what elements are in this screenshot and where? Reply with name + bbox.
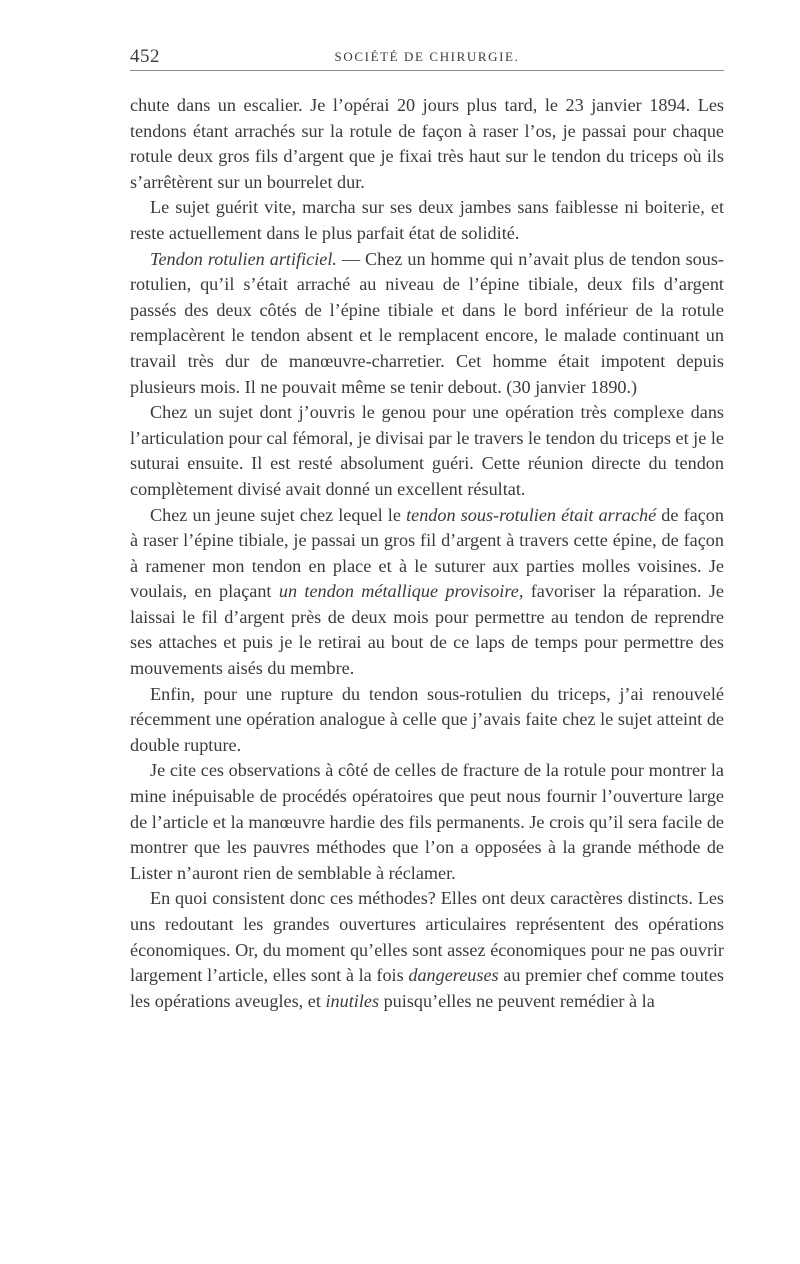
text-run: Chez un jeune sujet chez lequel le — [150, 504, 407, 525]
body-text — [130, 93, 724, 1014]
paragraph — [130, 195, 724, 246]
text-run: au premier chef comme toutes les opérations aveugles, et — [130, 965, 724, 1011]
text-run: puisqu’elles ne peuvent remédier à la — [379, 990, 655, 1011]
paragraph — [130, 93, 724, 195]
italic-text: tendon sous-rotulien était arraché — [406, 504, 657, 525]
paragraph — [130, 758, 724, 886]
text-run: favoriser la réparation. Je laissai le fil d’argent près de deux mois pour permettre au tendon de reprendre ses attaches et puis je le retirai au bout de ce laps de temps pour permettre des mouvements aisés du membre. — [130, 581, 724, 679]
italic-text: dangereuses — [408, 965, 499, 986]
book-page — [130, 40, 724, 1014]
paragraph — [130, 400, 724, 502]
text-run: chute dans un escalier. Je l’opérai 20 jours plus tard, le 23 janvier 1894. Les tendons étant arrachés sur la rotule de façon à raser l’os, je passai pour chaque rotule deux gros fils d’argent que je fixai très haut sur le tendon du triceps où ils s’arrêtèrent sur un bourrelet dur. — [130, 95, 724, 192]
paragraph — [130, 503, 724, 682]
text-run: Chez un sujet dont j’ouvris le genou pour une opération très complexe dans l’articulation pour cal fémoral, je divisai par le travers le tendon du triceps et je le suturai ensuite. Il est resté absolument guéri. Cette réunion directe du tendon complètement divisé avait donné un excellent résultat. — [130, 402, 724, 499]
text-run: Le sujet guérit vite, marcha sur ses deux jambes sans faiblesse ni boiterie, et reste actuellement dans le plus parfait état de solidité. — [130, 197, 724, 243]
italic-text: un tendon métallique provisoire, — [278, 581, 524, 602]
italic-text: Tendon rotulien artificiel. — [150, 248, 337, 269]
text-run: En quoi consistent donc ces méthodes? Elles ont deux caractères distincts. Les uns redoutant les grandes ouvertures articulaires représentent des opérations économiques. Or, du moment qu’elles sont assez économiques pour ne pas ouvrir largement l’article, elles sont à la fois — [130, 888, 724, 986]
text-run: de façon à raser l’épine tibiale, je passai un gros fil d’argent à travers cette épine, de façon à ramener mon tendon en place et à le suturer aux parties molles voisines. Je voulais, en plaçant — [130, 504, 724, 602]
text-run: — Chez un homme qui n’avait plus de tendon sous-rotulien, qu’il s’était arraché au niveau de l’épine tibiale, deux fils d’argent passés des deux côtés de l’épine tibiale et dans le bord inférieur de la rotule remplacèrent le tendon absent et le remplacent encore, le malade continuant un travail très dur de manœuvre-charretier. Cet homme était impotent depuis plusieurs mois. Il ne pouvait même se tenir debout. (30 janvier 1890.) — [130, 248, 724, 397]
running-header — [130, 40, 724, 71]
running-title: SOCIÉTÉ DE CHIRURGIE. — [334, 49, 520, 64]
italic-text: inutiles — [325, 990, 380, 1011]
text-run: Je cite ces observations à côté de celles de fracture de la rotule pour montrer la mine inépuisable de procédés opératoires que peut nous fournir l’ouverture large de l’article et la manœuvre hardie des fils permanents. Je crois qu’il sera facile de montrer que les pauvres méthodes que l’on a opposées à la grande méthode de Lister n’auront rien de semblable à réclamer. — [130, 760, 724, 883]
paragraph — [130, 682, 724, 759]
paragraph — [130, 247, 724, 401]
paragraph — [130, 886, 724, 1014]
text-run: Enfin, pour une rupture du tendon sous-rotulien du triceps, j’ai renouvelé récemment une opération analogue à celle que j’avais faite chez le sujet atteint de double rupture. — [130, 683, 724, 755]
page-number: 452 — [130, 46, 160, 67]
